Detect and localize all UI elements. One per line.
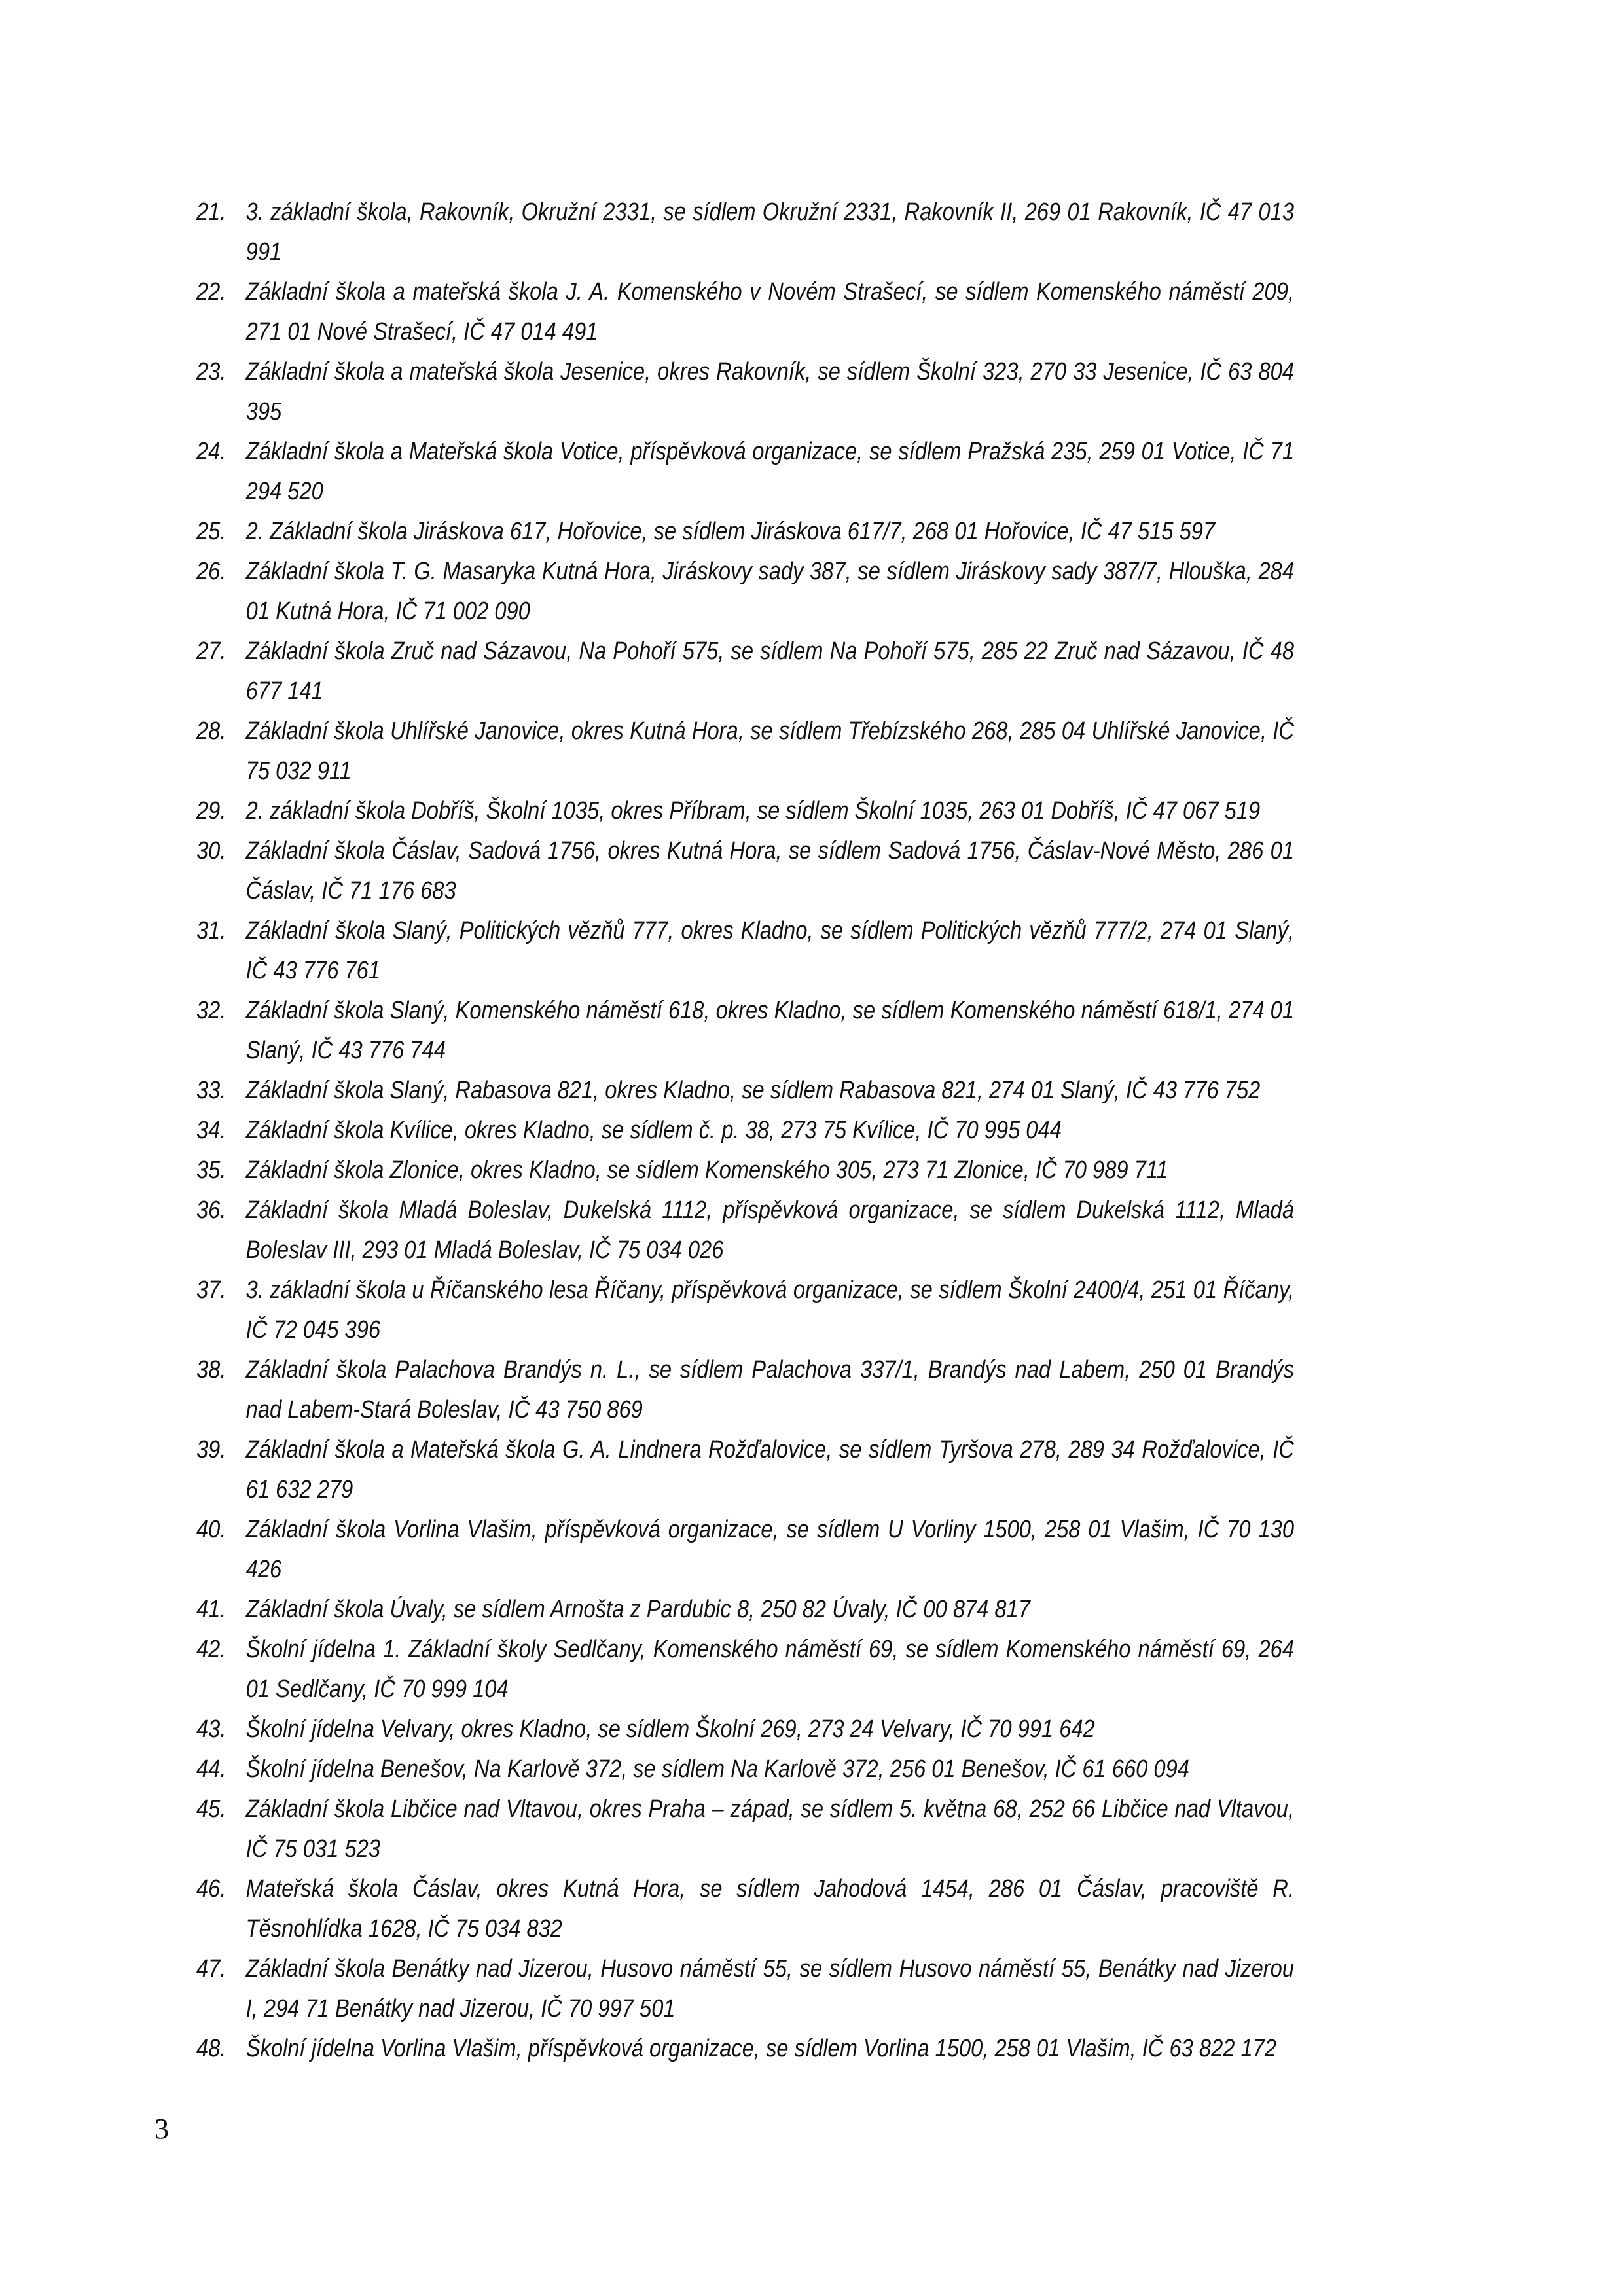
list-item xyxy=(196,1630,1294,1710)
item-text: Základní škola a Mateřská škola Votice, příspěvková organizace, se sídlem Pražská 235, 259 01 Votice, IČ 71 294 520 xyxy=(245,438,1295,505)
list-item xyxy=(196,1869,1294,1949)
list-item xyxy=(196,1430,1294,1510)
item-text: Školní jídelna Velvary, okres Kladno, se sídlem Školní 269, 273 24 Velvary, IČ 70 991 642 xyxy=(245,1715,1095,1743)
item-text: Školní jídelna 1. Základní školy Sedlčany, Komenského náměstí 69, se sídlem Komenského náměstí 69, 264 01 Sedlčany, IČ 70 999 104 xyxy=(245,1636,1295,1703)
item-number: 45. xyxy=(196,1795,226,1823)
item-number: 36. xyxy=(196,1196,226,1224)
item-text: Základní škola a mateřská škola J. A. Komenského v Novém Strašecí, se sídlem Komenského náměstí 209, 271 01 Nové Strašecí, IČ 47 014 491 xyxy=(245,278,1295,346)
item-text: Základní škola Čáslav, Sadová 1756, okres Kutná Hora, se sídlem Sadová 1756, Čáslav-Nové Město, 286 01 Čáslav, IČ 71 176 683 xyxy=(245,837,1295,905)
item-text: Základní škola Slaný, Komenského náměstí 618, okres Kladno, se sídlem Komenského náměstí 618/1, 274 01 Slaný, IČ 43 776 744 xyxy=(245,997,1295,1064)
page-number: 3 xyxy=(154,2113,169,2145)
item-text: Základní škola Zruč nad Sázavou, Na Pohoří 575, se sídlem Na Pohoří 575, 285 22 Zruč nad Sázavou, IČ 48 677 141 xyxy=(245,637,1295,705)
item-text: Základní škola Mladá Boleslav, Dukelská 1112, příspěvková organizace, se sídlem Dukelská 1112, Mladá Boleslav III, 293 01 Mladá Boleslav, IČ 75 034 026 xyxy=(245,1196,1295,1264)
list-item xyxy=(196,1191,1294,1270)
list-item xyxy=(196,991,1294,1071)
item-text: Základní škola Zlonice, okres Kladno, se sídlem Komenského 305, 273 71 Zlonice, IČ 70 989 711 xyxy=(245,1157,1168,1184)
list-item xyxy=(196,352,1294,432)
item-number: 30. xyxy=(196,837,226,865)
list-item xyxy=(196,1151,1294,1191)
list-item xyxy=(196,711,1294,791)
item-number: 23. xyxy=(196,358,226,386)
item-text: Základní škola Úvaly, se sídlem Arnošta z Pardubic 8, 250 82 Úvaly, IČ 00 874 817 xyxy=(245,1596,1030,1623)
list-item xyxy=(196,791,1294,831)
school-list xyxy=(196,192,1294,2069)
list-item xyxy=(196,1749,1294,1789)
list-item xyxy=(196,432,1294,512)
item-number: 29. xyxy=(196,797,226,825)
item-text: 2. základní škola Dobříš, Školní 1035, okres Příbram, se sídlem Školní 1035, 263 01 Dobříš, IČ 47 067 519 xyxy=(245,797,1261,825)
item-text: Základní škola Slaný, Rabasova 821, okres Kladno, se sídlem Rabasova 821, 274 01 Slaný, IČ 43 776 752 xyxy=(245,1077,1261,1104)
item-number: 46. xyxy=(196,1875,226,1903)
item-text: Základní škola Benátky nad Jizerou, Husovo náměstí 55, se sídlem Husovo náměstí 55, Benátky nad Jizerou I, 294 71 Benátky nad Jizerou, IČ 70 997 501 xyxy=(245,1955,1295,2022)
item-number: 38. xyxy=(196,1356,226,1384)
item-number: 40. xyxy=(196,1516,226,1543)
list-item xyxy=(196,512,1294,552)
item-text: Základní škola Slaný, Politických vězňů 777, okres Kladno, se sídlem Politických vězňů 777/2, 274 01 Slaný, IČ 43 776 761 xyxy=(245,917,1295,984)
item-number: 43. xyxy=(196,1715,226,1743)
list-item xyxy=(196,1789,1294,1869)
item-number: 25. xyxy=(196,518,226,545)
list-item xyxy=(196,192,1294,272)
item-text: Základní škola Uhlířské Janovice, okres Kutná Hora, se sídlem Třebízského 268, 285 04 Uhlířské Janovice, IČ 75 032 911 xyxy=(245,717,1295,785)
item-text: Základní škola Kvílice, okres Kladno, se sídlem č. p. 38, 273 75 Kvílice, IČ 70 995 044 xyxy=(245,1117,1062,1144)
item-text: Mateřská škola Čáslav, okres Kutná Hora, se sídlem Jahodová 1454, 286 01 Čáslav, pracoviště R. Těsnohlídka 1628, IČ 75 034 832 xyxy=(245,1875,1295,1943)
item-number: 28. xyxy=(196,717,226,745)
item-number: 27. xyxy=(196,637,226,665)
list-item xyxy=(196,1590,1294,1630)
item-text: Základní škola a Mateřská škola G. A. Lindnera Rožďalovice, se sídlem Tyršova 278, 289 34 Rožďalovice, IČ 61 632 279 xyxy=(245,1436,1295,1503)
item-text: Základní škola Libčice nad Vltavou, okres Praha – západ, se sídlem 5. května 68, 252 66 Libčice nad Vltavou, IČ 75 031 523 xyxy=(245,1795,1295,1863)
list-item xyxy=(196,1949,1294,2029)
item-text: Školní jídelna Benešov, Na Karlově 372, se sídlem Na Karlově 372, 256 01 Benešov, IČ 61 660 094 xyxy=(245,1755,1189,1783)
item-text: Školní jídelna Vorlina Vlašim, příspěvková organizace, se sídlem Vorlina 1500, 258 01 Vlašim, IČ 63 822 172 xyxy=(245,2035,1277,2062)
item-number: 22. xyxy=(196,278,226,306)
item-text: Základní škola Palachova Brandýs n. L., se sídlem Palachova 337/1, Brandýs nad Labem, 250 01 Brandýs nad Labem-Stará Boleslav, IČ 43 750 869 xyxy=(245,1356,1295,1424)
item-text: 2. Základní škola Jiráskova 617, Hořovice, se sídlem Jiráskova 617/7, 268 01 Hořovice, IČ 47 515 597 xyxy=(245,518,1216,545)
item-number: 33. xyxy=(196,1077,226,1104)
list-item xyxy=(196,1111,1294,1151)
list-item xyxy=(196,632,1294,711)
list-item xyxy=(196,1270,1294,1350)
list-item xyxy=(196,1350,1294,1430)
list-item xyxy=(196,552,1294,632)
item-number: 26. xyxy=(196,558,226,585)
item-number: 37. xyxy=(196,1276,226,1304)
item-text: Základní škola T. G. Masaryka Kutná Hora, Jiráskovy sady 387, se sídlem Jiráskovy sady 387/7, Hlouška, 284 01 Kutná Hora, IČ 71 002 090 xyxy=(245,558,1295,625)
item-number: 24. xyxy=(196,438,226,465)
item-number: 32. xyxy=(196,997,226,1024)
item-text: 3. základní škola u Říčanského lesa Říčany, příspěvková organizace, se sídlem Školní 2400/4, 251 01 Říčany, IČ 72 045 396 xyxy=(245,1276,1295,1344)
list-item xyxy=(196,831,1294,911)
item-number: 48. xyxy=(196,2035,226,2062)
item-number: 44. xyxy=(196,1755,226,1783)
list-item xyxy=(196,272,1294,352)
item-number: 35. xyxy=(196,1157,226,1184)
item-number: 42. xyxy=(196,1636,226,1663)
list-item xyxy=(196,1510,1294,1590)
item-text: Základní škola Vorlina Vlašim, příspěvková organizace, se sídlem U Vorliny 1500, 258 01 Vlašim, IČ 70 130 426 xyxy=(245,1516,1295,1583)
item-number: 47. xyxy=(196,1955,226,1982)
list-item xyxy=(196,1710,1294,1749)
item-text: 3. základní škola, Rakovník, Okružní 2331, se sídlem Okružní 2331, Rakovník II, 269 01 Rakovník, IČ 47 013 991 xyxy=(245,198,1295,266)
list-item xyxy=(196,1071,1294,1111)
item-number: 39. xyxy=(196,1436,226,1463)
item-number: 34. xyxy=(196,1117,226,1144)
list-item xyxy=(196,2029,1294,2069)
item-number: 31. xyxy=(196,917,226,944)
item-number: 41. xyxy=(196,1596,226,1623)
list-item xyxy=(196,911,1294,991)
item-number: 21. xyxy=(196,198,226,226)
item-text: Základní škola a mateřská škola Jesenice, okres Rakovník, se sídlem Školní 323, 270 33 Jesenice, IČ 63 804 395 xyxy=(245,358,1295,425)
